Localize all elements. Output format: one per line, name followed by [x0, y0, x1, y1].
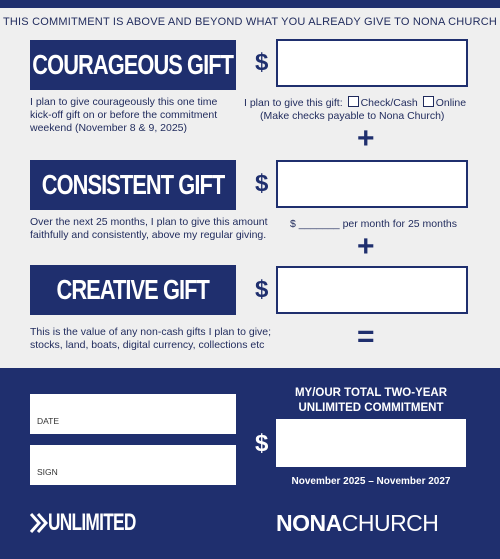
- consistent-gift-title: CONSISTENT GIFT: [41, 169, 225, 200]
- online-checkbox[interactable]: [423, 96, 434, 107]
- commitment-note: THIS COMMITMENT IS ABOVE AND BEYOND WHAT YOU ALREADY GIVE TO NONA CHURCH: [2, 16, 497, 28]
- courageous-gift-banner: [30, 40, 236, 90]
- total-amount-input[interactable]: [276, 419, 466, 467]
- creative-dollar-sign: $: [255, 276, 269, 303]
- creative-gift-banner: [30, 265, 236, 315]
- sign-field[interactable]: [30, 445, 236, 485]
- monthly-amount-line: [290, 218, 490, 231]
- monthly-dollar: $: [290, 218, 296, 230]
- total-commitment-title: MY/OUR TOTAL TWO-YEAR UNLIMITED COMMITMENT: [294, 387, 448, 414]
- plus-operator-1: +: [357, 122, 375, 155]
- unlimited-logo: [30, 509, 170, 537]
- sign-label: SIGN: [37, 467, 58, 477]
- consistent-gift-banner: [30, 160, 236, 210]
- courageous-payment-options: [244, 96, 484, 123]
- courageous-dollar-sign: $: [255, 49, 269, 76]
- unlimited-logo-text: UNLIMITED: [48, 509, 136, 536]
- consistent-description: Over the next 25 months, I plan to give this amount faithfully and consistently, above my regular giving.: [30, 216, 268, 241]
- check-cash-checkbox[interactable]: [348, 96, 359, 107]
- online-label: Online: [435, 97, 467, 109]
- check-cash-label: Check/Cash: [360, 97, 418, 109]
- nona-logo-bold: NONA: [276, 510, 342, 536]
- total-dollar-sign: $: [255, 430, 269, 457]
- date-field[interactable]: [30, 394, 236, 434]
- top-accent-bar: [0, 0, 500, 8]
- creative-amount-input[interactable]: [276, 266, 468, 314]
- creative-description: This is the value of any non-cash gifts I plan to give; stocks, land, boats, digital currency, collections etc: [30, 326, 272, 351]
- courageous-gift-title: COURAGEOUS GIFT: [32, 49, 234, 80]
- payment-options-prefix: I plan to give this gift:: [244, 97, 343, 109]
- courageous-amount-input[interactable]: [276, 39, 468, 87]
- double-arrow-icon: [30, 512, 48, 534]
- courageous-description: I plan to give courageously this one time kick-off gift on or before the commitment weekend (November 8 & 9, 2025): [30, 96, 218, 134]
- monthly-suffix: per month for 25 months: [342, 218, 457, 230]
- nona-church-logo: [276, 510, 438, 537]
- checks-payable-note: (Make checks payable to Nona Church): [260, 110, 445, 122]
- monthly-amount-blank[interactable]: _______: [298, 218, 340, 230]
- consistent-dollar-sign: $: [255, 170, 269, 197]
- consistent-amount-input[interactable]: [276, 160, 468, 208]
- date-label: DATE: [37, 416, 60, 426]
- commitment-date-range: November 2025 – November 2027: [291, 476, 451, 487]
- equals-operator: =: [357, 320, 375, 353]
- plus-operator-2: +: [357, 230, 375, 263]
- creative-gift-title: CREATIVE GIFT: [56, 274, 210, 305]
- church-logo-light: CHURCH: [341, 510, 439, 536]
